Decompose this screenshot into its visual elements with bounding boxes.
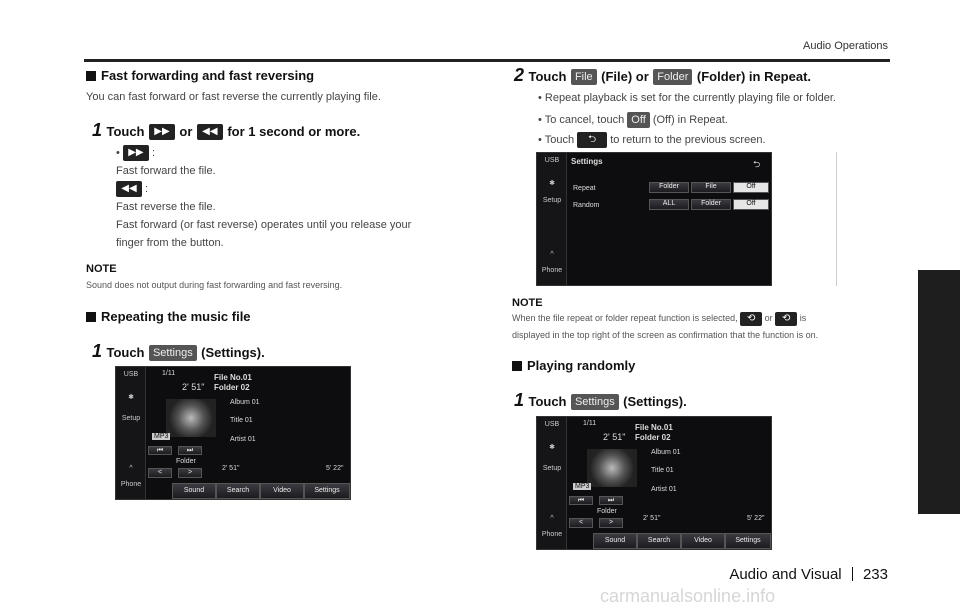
album-art	[166, 399, 216, 437]
repeat-off-button: Off	[733, 182, 769, 193]
title-name: Title 01	[230, 417, 253, 424]
setup-icon: Setup	[121, 415, 141, 422]
video-button: Video	[260, 483, 304, 499]
bullet-2: • To cancel, touch Off (Off) in Repeat.	[538, 113, 728, 126]
fast-reverse-icon: ◀◀	[116, 181, 142, 197]
step-2: 2 Touch File (File) or Folder (Folder) in Repeat.	[514, 65, 812, 85]
bluetooth-icon: ✱	[549, 444, 555, 451]
mp3-badge: MP3	[154, 433, 169, 440]
off-button-icon: Off	[627, 112, 649, 128]
usb-icon: USB	[544, 421, 560, 428]
square-bullet-icon	[512, 361, 522, 371]
random-off-button: Off	[733, 199, 769, 210]
prev-button: ⏮	[148, 446, 172, 455]
album-art	[587, 449, 637, 487]
watermark: carmanualsonline.info	[600, 586, 776, 606]
player-screenshot-2	[536, 416, 772, 550]
side-bar	[116, 367, 146, 499]
file-name: File No.01	[214, 373, 252, 382]
mp3-badge: MP3	[575, 483, 590, 490]
note-label-right: NOTE	[512, 297, 543, 309]
bluetooth-icon: ✱	[128, 394, 134, 401]
prev-button: ⏮	[569, 496, 593, 505]
elapsed-big: 2' 51"	[182, 382, 205, 392]
elapsed-big: 2' 51"	[603, 432, 626, 442]
phone-icon: Phone	[120, 481, 142, 488]
elapsed-time: 2' 51"	[643, 515, 661, 522]
left-button: <	[569, 518, 593, 528]
folder-label: Folder	[176, 458, 196, 465]
random-label: Random	[573, 202, 600, 209]
running-header: Audio Operations	[803, 40, 888, 52]
title-name: Title 01	[651, 467, 674, 474]
page-footer: Audio and Visual 233	[729, 566, 888, 583]
track-number: 1/11	[583, 420, 597, 427]
random-folder-button: Folder	[691, 199, 731, 210]
up-arrow-icon: ^	[550, 515, 554, 522]
chapter-tab	[918, 270, 960, 514]
search-button: Search	[216, 483, 260, 499]
folder-name: Folder 02	[635, 433, 671, 442]
up-arrow-icon: ^	[129, 465, 133, 472]
fast-list: • ▶▶ : Fast forward the file. ◀◀ : Fast reverse the file. Fast forward (or fast reverse) operates until you release your finger from the button.	[116, 147, 412, 249]
bullet-3: • Touch ⮌ to return to the previous screen.	[538, 132, 766, 148]
repeat-folder-button: Folder	[649, 182, 689, 193]
up-arrow-icon: ^	[550, 251, 554, 258]
video-button: Video	[681, 533, 725, 549]
back-icon: ⮌	[753, 159, 761, 169]
heading-fast: Fast forwarding and fast reversing	[86, 68, 456, 83]
folder-label: Folder	[597, 508, 617, 515]
usb-icon: USB	[123, 371, 139, 378]
note-line-1: When the file repeat or folder repeat function is selected, ⟲ or ⟲ is	[512, 312, 807, 324]
phone-icon: Phone	[541, 531, 563, 538]
heading-random: Playing randomly	[512, 358, 652, 373]
settings-button-icon: Settings	[571, 394, 619, 410]
sound-button: Sound	[593, 533, 637, 549]
folder-repeat-indicator-icon: ⟲	[740, 312, 762, 326]
left-button: <	[148, 468, 172, 478]
folder-name: Folder 02	[214, 383, 250, 392]
repeat-file-button: File	[691, 182, 731, 193]
next-button: ⏭	[599, 496, 623, 505]
right-button: >	[178, 468, 202, 478]
intro-fast: You can fast forward or fast reverse the currently playing file.	[86, 91, 381, 103]
usb-icon: USB	[544, 157, 560, 164]
note-text: Sound does not output during fast forwarding and fast reversing.	[86, 280, 343, 290]
total-time: 5' 22"	[747, 515, 765, 522]
setup-icon: Setup	[542, 465, 562, 472]
phone-icon: Phone	[541, 267, 563, 274]
sound-button: Sound	[172, 483, 216, 499]
step-random: 1 Touch Settings (Settings).	[514, 390, 687, 410]
repeat-label: Repeat	[573, 185, 596, 192]
step-repeat: 1 Touch Settings (Settings).	[92, 341, 265, 361]
note-line-2: displayed in the top right of the screen as confirmation that the function is on.	[512, 330, 819, 340]
artist-name: Artist 01	[651, 486, 677, 493]
player-screenshot	[115, 366, 351, 500]
artist-name: Artist 01	[230, 436, 256, 443]
back-icon: ⮌	[577, 132, 607, 148]
settings-button: Settings	[725, 533, 771, 549]
footer-divider	[852, 567, 853, 581]
track-number: 1/11	[162, 370, 176, 377]
settings-button: Settings	[304, 483, 350, 499]
step-fast: 1 Touch ▶▶ or ◀◀ for 1 second or more.	[92, 120, 361, 140]
side-bar	[537, 417, 567, 549]
square-bullet-icon	[86, 312, 96, 322]
search-button: Search	[637, 533, 681, 549]
total-time: 5' 22"	[326, 465, 344, 472]
setup-icon: Setup	[542, 197, 562, 204]
album-name: Album 01	[651, 449, 681, 456]
fast-reverse-icon: ◀◀	[197, 124, 223, 140]
bluetooth-icon: ✱	[549, 180, 555, 187]
file-repeat-indicator-icon: ⟲	[775, 312, 797, 326]
bullet-1: • Repeat playback is set for the currently playing file or folder.	[538, 92, 836, 104]
margin-line	[836, 152, 837, 286]
note-label: NOTE	[86, 263, 117, 275]
file-button-icon: File	[571, 69, 597, 85]
right-button: >	[599, 518, 623, 528]
elapsed-time: 2' 51"	[222, 465, 240, 472]
random-all-button: ALL	[649, 199, 689, 210]
page-number: 233	[862, 566, 888, 583]
album-name: Album 01	[230, 399, 260, 406]
side-bar	[537, 153, 567, 285]
heading-repeat: Repeating the music file	[86, 309, 261, 324]
fast-forward-icon: ▶▶	[149, 124, 175, 140]
settings-screenshot	[536, 152, 772, 286]
settings-title: Settings	[571, 157, 603, 166]
file-name: File No.01	[635, 423, 673, 432]
folder-button-icon: Folder	[653, 69, 692, 85]
fast-forward-icon: ▶▶	[123, 145, 149, 161]
next-button: ⏭	[178, 446, 202, 455]
square-bullet-icon	[86, 71, 96, 81]
settings-button-icon: Settings	[149, 345, 197, 361]
header-rule	[84, 59, 890, 62]
